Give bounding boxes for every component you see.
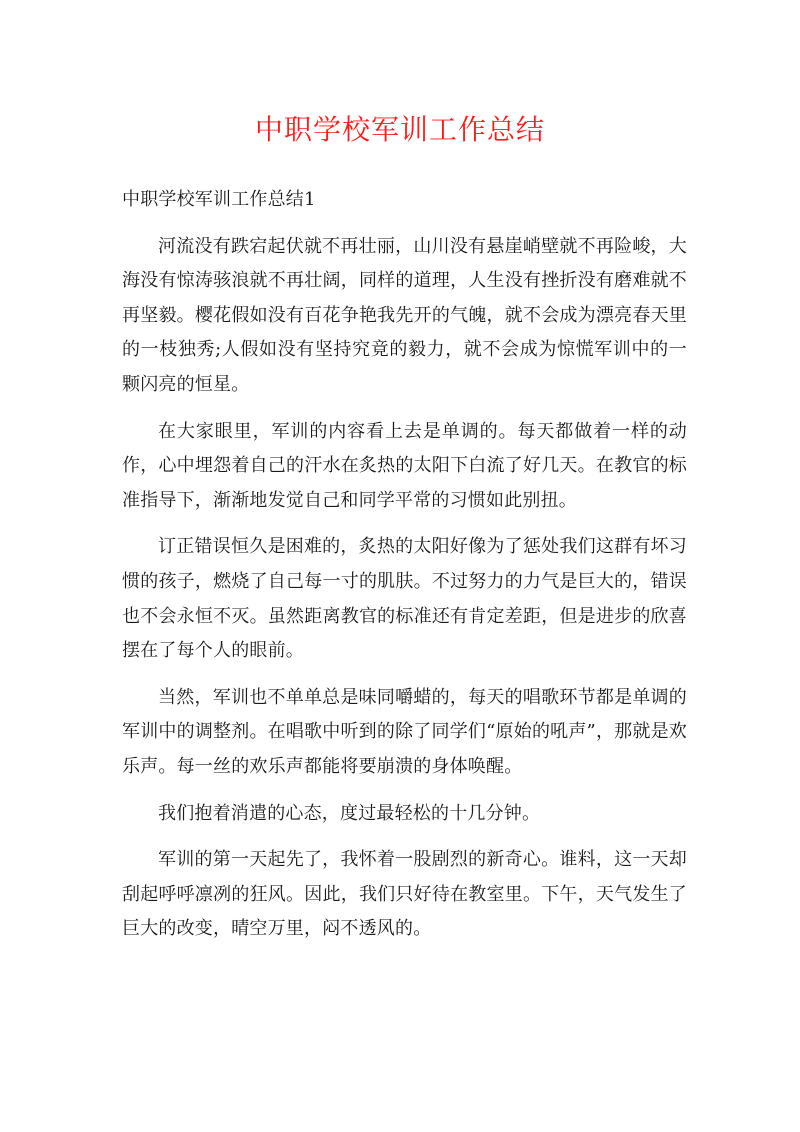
document-title: 中职学校军训工作总结: [254, 113, 545, 146]
paragraph: 河流没有跌宕起伏就不再壮丽，山川没有悬崖峭壁就不再险峻，大海没有惊涛骇浪就不再壮阔，同样的道理，人生没有挫折没有磨难就不再坚毅。樱花假如没有百花争艳我先开的气魄，就不会成为漂亮春天里的一枝独秀;人假如没有坚持究竟的毅力，就不会成为惊慌军训中的一颗闪亮的恒星。: [122, 235, 687, 395]
paragraph: 我们抱着消遣的心态，度过最轻松的十几分钟。: [158, 802, 541, 824]
paragraph: 军训的第一天起先了，我怀着一股剧烈的新奇心。谁料，这一天却刮起呼呼凛冽的狂风。因此，我们只好待在教室里。下午，天气发生了巨大的改变，晴空万里，闷不透风的。: [122, 849, 687, 940]
paragraph: 当然，军训也不单单总是味同嚼蜡的，每天的唱歌环节都是单调的军训中的调整剂。在唱歌中听到的除了同学们“原始的吼声”，那就是欢乐声。每一丝的欢乐声都能将要崩溃的身体唤醒。: [122, 686, 687, 777]
paragraph: 订正错误恒久是困难的，炙热的太阳好像为了惩处我们这群有坏习惯的孩子，燃烧了自己每一寸的肌肤。不过努力的力气是巨大的，错误也不会永恒不灭。虽然距离教官的标准还有肯定差距，但是进步的欣喜摆在了每个人的眼前。: [122, 536, 687, 662]
document-body: [122, 183, 687, 959]
paragraph: 在大家眼里，军训的内容看上去是单调的。每天都做着一样的动作，心中埋怨着自己的汗水在炙热的太阳下白流了好几天。在教官的标准指导下，渐渐地发觉自己和同学平常的习惯如此别扭。: [122, 420, 687, 511]
section-heading: 中职学校军训工作总结1: [122, 189, 316, 210]
